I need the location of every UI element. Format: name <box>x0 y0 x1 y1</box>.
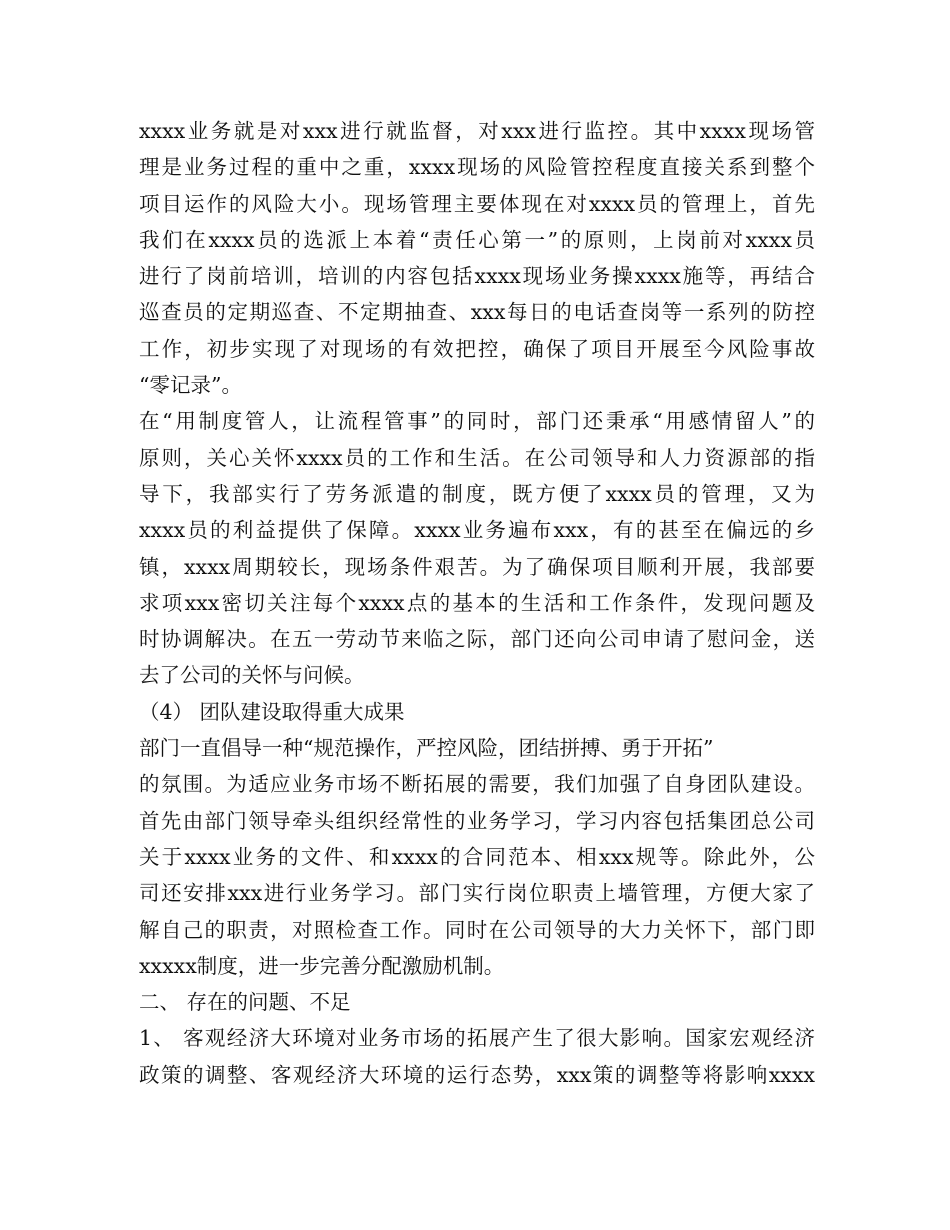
text-line: 去了公司的关怀与问候。 <box>139 663 365 688</box>
text-line: 司还安排xxx进行业务学习。部门实行岗位职责上墙管理，方便大家了 <box>139 881 815 906</box>
text-line: 工作，初步实现了对现场的有效把控，确保了项目开展至今风险事故 <box>139 336 815 361</box>
text-line: “零记录”。 <box>139 373 242 398</box>
text-line: 原则，关心关怀xxxx员的工作和生活。在公司领导和人力资源部的指 <box>139 445 815 470</box>
text-line: 进行了岗前培训，培训的内容包括xxxx现场业务操xxxx施等，再结合 <box>139 264 815 289</box>
text-line: 政策的调整、客观经济大环境的运行态势，xxx策的调整等将影响xxxx <box>139 1062 815 1087</box>
section-heading: 二、 存在的问题、不足 <box>139 990 351 1015</box>
text-line: 部门一直倡导一种“规范操作，严控风险，团结拼搏、勇于开拓” <box>139 736 714 761</box>
text-line: 求项xxx密切关注每个xxxx点的基本的生活和工作条件，发现问题及 <box>139 590 815 615</box>
text-line: 导下，我部实行了劳务派遣的制度，既方便了xxxx员的管理，又为 <box>139 481 815 506</box>
text-line: 1、 客观经济大环境对业务市场的拓展产生了很大影响。国家宏观经济 <box>139 1026 815 1051</box>
text-line: 镇，xxxx周期较长，现场条件艰苦。为了确保项目顺利开展，我部要 <box>139 554 815 579</box>
text-line: 在“用制度管人，让流程管事”的同时，部门还秉承“用感情留人”的 <box>139 409 815 434</box>
text-line: 项目运作的风险大小。现场管理主要体现在对xxxx员的管理上，首先 <box>139 191 815 216</box>
section-heading: （4） 团队建设取得重大成果 <box>139 699 405 724</box>
text-line: 首先由部门领导牵头组织经常性的业务学习，学习内容包括集团总公司 <box>139 808 815 833</box>
text-line: 的氛围。为适应业务市场不断拓展的需要，我们加强了自身团队建设。 <box>139 772 815 797</box>
text-line: 关于xxxx业务的文件、和xxxx的合同范本、相xxx规等。除此外，公 <box>139 844 815 869</box>
text-line: xxxxx制度，进一步完善分配激励机制。 <box>139 953 505 978</box>
document-page <box>139 113 815 1093</box>
text-line: 我们在xxxx员的选派上本着“责任心第一”的原则，上岗前对xxxx员 <box>139 227 815 252</box>
text-line: xxxx业务就是对xxx进行就监督，对xxx进行监控。其中xxxx现场管 <box>139 119 815 143</box>
text-line: 巡查员的定期巡查、不定期抽查、xxx每日的电话查岗等一系列的防控 <box>139 300 815 325</box>
text-line: 解自己的职责，对照检查工作。同时在公司领导的大力关怀下，部门即 <box>139 917 815 942</box>
text-line: xxxx员的利益提供了保障。xxxx业务遍布xxx，有的甚至在偏远的乡 <box>139 518 815 543</box>
text-line: 时协调解决。在五一劳动节来临之际，部门还向公司申请了慰问金，送 <box>139 627 815 652</box>
text-line: 理是业务过程的重中之重，xxxx现场的风险管控程度直接关系到整个 <box>139 155 815 180</box>
